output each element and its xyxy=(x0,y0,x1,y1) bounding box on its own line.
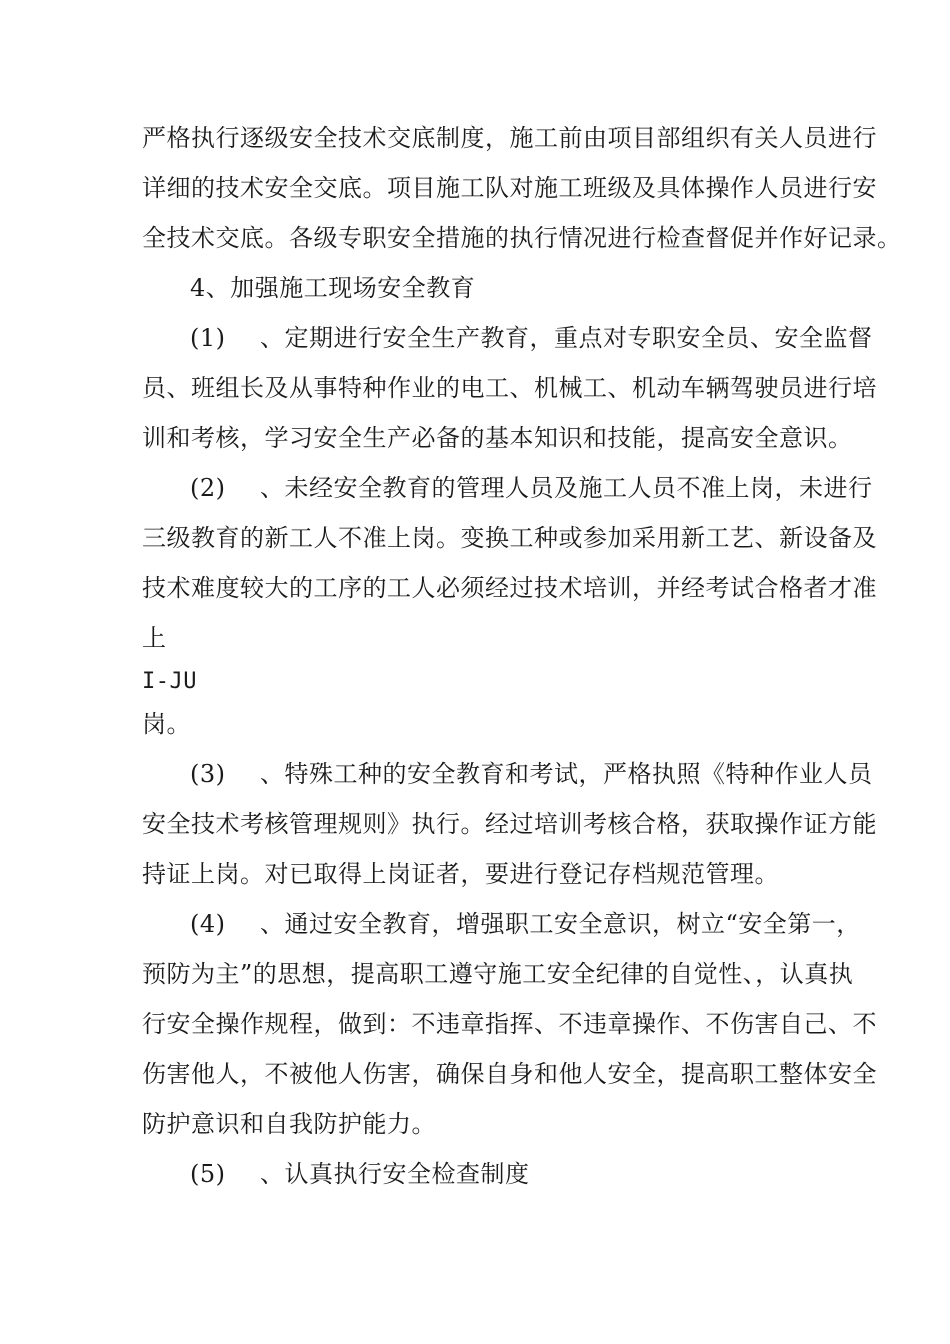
list-item-3 xyxy=(190,760,873,788)
text-line: 详细的技术安全交底。项目施工队对施工班级及具体操作人员进行安 xyxy=(142,174,877,202)
list-item-2 xyxy=(190,474,873,502)
text-line: 技术难度较大的工序的工人必须经过技术培训，并经考试合格者才准 xyxy=(142,574,877,602)
text-line: 伤害他人，不被他人伤害，确保自身和他人安全，提高职工整体安全 xyxy=(142,1060,877,1088)
text-line: 防护意识和自我防护能力。 xyxy=(142,1110,436,1138)
list-item-1 xyxy=(190,324,873,352)
text-line: 严格执行逐级安全技术交底制度，施工前由项目部组织有关人员进行 xyxy=(142,124,877,152)
list-item-number: (2) xyxy=(190,474,226,502)
text-line: 岗。 xyxy=(142,710,191,738)
text-line: 持证上岗。对已取得上岗证者，要进行登记存档规范管理。 xyxy=(142,860,779,888)
text-line: 全技术交底。各级专职安全措施的执行情况进行检查督促并作好记录。 xyxy=(142,224,902,252)
text-line: I-JU xyxy=(142,669,197,694)
list-item-number: (3) xyxy=(190,760,226,788)
text-line: 、未经安全教育的管理人员及施工人员不准上岗，未进行 xyxy=(260,474,873,502)
text-line: 、定期进行安全生产教育，重点对专职安全员、安全监督 xyxy=(260,324,873,352)
text-line: 、特殊工种的安全教育和考试，严格执照《特种作业人员 xyxy=(260,760,873,788)
text-line: 、认真执行安全检查制度 xyxy=(260,1160,530,1188)
text-line: 训和考核，学习安全生产必备的基本知识和技能，提高安全意识。 xyxy=(142,424,853,452)
list-item-number: (1) xyxy=(190,324,226,352)
list-item-number: (4) xyxy=(190,910,226,938)
text-line: 、通过安全教育，增强职工安全意识，树立“安全第一， xyxy=(260,910,861,938)
list-item-4 xyxy=(190,910,861,938)
text-line: 行安全操作规程，做到：不违章指挥、不违章操作、不伤害自己、不 xyxy=(142,1010,877,1038)
list-item-5 xyxy=(190,1160,530,1188)
text-line: 员、班组长及从事特种作业的电工、机械工、机动车辆驾驶员进行培 xyxy=(142,374,877,402)
text-line: 预防为主”的思想，提高职工遵守施工安全纪律的自觉性、，认真执 xyxy=(142,960,854,988)
text-line: 安全技术考核管理规则》执行。经过培训考核合格，获取操作证方能 xyxy=(142,810,877,838)
text-line: 上 xyxy=(142,624,167,652)
section-heading: 4、加强施工现场安全教育 xyxy=(190,274,476,302)
text-line: 三级教育的新工人不准上岗。变换工种或参加采用新工艺、新设备及 xyxy=(142,524,877,552)
list-item-number: (5) xyxy=(190,1160,226,1188)
